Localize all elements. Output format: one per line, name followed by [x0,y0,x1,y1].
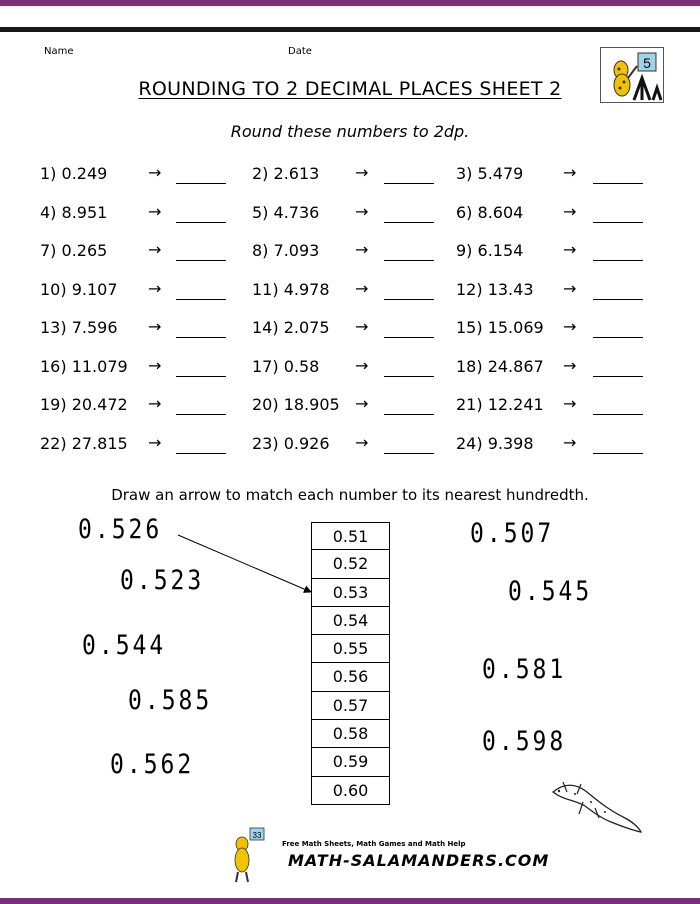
hundredth-cell: 0.56 [311,663,390,691]
arrow-icon: → [355,240,369,259]
question-number: 2) 2.613 [252,164,320,183]
footer-badge-text: 33 [252,831,262,840]
question-number: 7) 0.265 [40,241,108,260]
hundredth-cell: 0.57 [311,692,390,720]
left-number: 0.544 [82,631,167,661]
instruction-round: Round these numbers to 2dp. [230,122,470,141]
arrow-icon: → [148,240,162,259]
arrow-icon: → [355,394,369,413]
page-title: ROUNDING TO 2 DECIMAL PLACES SHEET 2 [138,78,562,100]
question-number: 16) 11.079 [40,356,128,376]
footer-site[interactable]: MATH-SALAMANDERS.COM [288,851,550,870]
question-number: 19) 20.472 [40,395,128,414]
arrow-icon: → [355,317,369,336]
question-number: 1) 0.249 [40,164,108,183]
question-number: 13) 7.596 [40,318,118,337]
right-number: 0.598 [482,727,567,757]
name-label: Name [44,46,74,57]
question-number: 10) 9.107 [40,279,118,299]
logo-badge-text: 5 [643,55,651,71]
arrow-icon: → [355,163,369,182]
arrow-icon: → [563,394,577,413]
arrow-icon: → [148,163,162,182]
arrow-icon: → [148,201,162,221]
question-number: 12) 13.43 [456,279,534,299]
right-number: 0.545 [508,577,593,607]
arrow-icon: → [355,278,369,298]
left-number: 0.562 [110,750,195,780]
arrow-icon: → [148,394,162,413]
question-number: 6) 8.604 [456,202,524,222]
question-number: 17) 0.58 [252,356,320,376]
arrow-icon: → [563,317,577,336]
question-number: 15) 15.069 [456,318,544,337]
right-number: 0.581 [482,655,567,685]
arrow-icon: → [148,278,162,298]
arrow-icon: → [148,432,162,452]
arrow-icon: → [563,201,577,221]
hundredth-cell: 0.58 [311,720,390,748]
question-number: 18) 24.867 [456,356,544,376]
frame-bottom [0,898,700,904]
arrow-icon: → [563,355,577,375]
question-number: 4) 8.951 [40,202,108,222]
question-number: 11) 4.978 [252,279,330,299]
hundredth-cell: 0.51 [311,522,390,550]
hundredth-cell: 0.55 [311,635,390,663]
left-number: 0.585 [128,686,213,716]
question-number: 8) 7.093 [252,241,320,260]
arrow-icon: → [355,355,369,375]
arrow-icon: → [563,240,577,259]
hundredth-cell: 0.53 [311,579,390,607]
right-number: 0.507 [470,519,555,549]
footer-tagline: Free Math Sheets, Math Games and Math Help [282,840,466,848]
question-number: 21) 12.241 [456,395,544,414]
hundredth-cell: 0.59 [311,748,390,776]
question-number: 9) 6.154 [456,241,524,260]
arrow-icon: → [563,278,577,298]
footer-logo-icon [228,826,268,886]
question-number: 3) 5.479 [456,164,524,183]
question-number: 5) 4.736 [252,202,320,222]
hundredths-column [311,522,390,805]
arrow-icon: → [355,432,369,452]
instruction-match: Draw an arrow to match each number to its nearest hundredth. [111,486,589,504]
arrow-icon: → [148,317,162,336]
hundredth-cell: 0.52 [311,550,390,578]
question-number: 23) 0.926 [252,433,330,453]
arrow-icon: → [563,163,577,182]
question-number: 14) 2.075 [252,318,330,337]
question-number: 22) 27.815 [40,433,128,453]
hundredth-cell: 0.60 [311,777,390,805]
arrow-icon: → [148,355,162,375]
arrow-icon: → [355,201,369,221]
question-number: 24) 9.398 [456,433,534,453]
left-number: 0.523 [120,566,205,596]
question-number: 20) 18.905 [252,395,340,414]
date-label: Date [288,46,312,57]
left-number: 0.526 [78,515,163,545]
salamander-icon [545,770,645,840]
hundredth-cell: 0.54 [311,607,390,635]
arrow-icon: → [563,432,577,452]
